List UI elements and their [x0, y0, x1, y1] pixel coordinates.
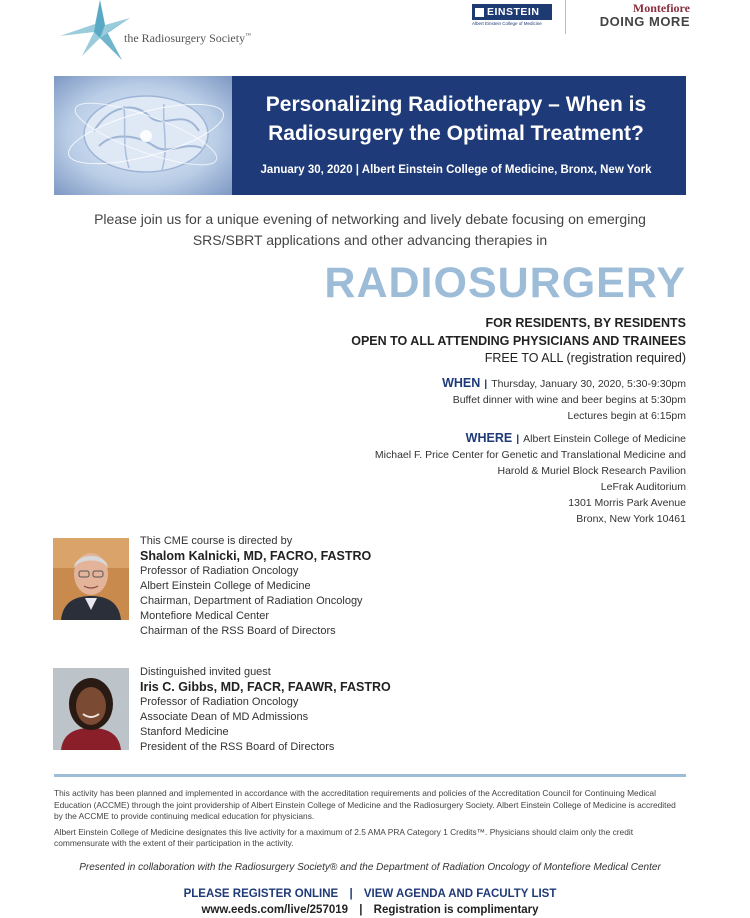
director-info: This CME course is directed by Shalom Kalnicki, MD, FACRO, FASTRO Professor of Radiation Oncology Albert Einstein College of Medicine Chairman, Department of Radiation Oncology Montefiore Medical Center Chairman of the RSS Board of Directors [140, 535, 372, 637]
when-label: WHEN [442, 376, 481, 390]
audience-block: FOR RESIDENTS, BY RESIDENTS OPEN TO ALL ATTENDING PHYSICIANS AND TRAINEES FREE TO ALL (registration required) [351, 316, 686, 365]
guest-name: Iris C. Gibbs, MD, FACR, FAAWR, FASTRO [140, 680, 391, 694]
register-online-link[interactable]: PLEASE REGISTER ONLINE [183, 888, 339, 900]
director-photo [53, 538, 129, 620]
montefiore-logo: Montefiore DOING MORE [599, 1, 690, 29]
event-title: Personalizing Radiotherapy – When is Radiosurgery the Optimal Treatment? [265, 93, 647, 145]
agenda-link[interactable]: VIEW AGENDA AND FACULTY LIST [363, 888, 557, 900]
collaboration-note: Presented in collaboration with the Radiosurgery Society® and the Department of Radiation Oncology of Montefiore Medical Center [79, 862, 661, 873]
event-details: WHEN | Thursday, January 30, 2020, 5:30-9:30pm Buffet dinner with wine and beer begins at 5:30pm Lectures begin at 6:15pm WHERE | Albert Einstein College of Medicine Michael F. Price Center for Genetic and Translational Medicine and Harold & Muriel Block Research Pavilion LeFrak Auditorium 1301 Morris Park Avenue Bronx, New York 10461 [374, 376, 686, 525]
einstein-logo: EINSTEIN Albert Einstein College of Medicine [472, 4, 552, 26]
society-name: the Radiosurgery Society™ [124, 31, 251, 45]
guest-photo [53, 668, 129, 750]
divider-rule [54, 774, 686, 777]
register-block: PLEASE REGISTER ONLINE | VIEW AGENDA AND FACULTY LIST www.eeds.com/live/257019 | Registration is complimentary [183, 888, 557, 916]
guest-info: Distinguished invited guest Iris C. Gibbs, MD, FACR, FAAWR, FASTRO Professor of Radiation Oncology Associate Dean of MD Admissions Stanford Medicine President of the RSS Board of Directors [140, 666, 391, 753]
accreditation-text: This activity has been planned and implemented in accordance with the accreditation requirements and policies of the Accreditation Council for Continuing Medical Education (ACCME) through the joint providership of Albert Einstein College of Medicine and the Radiosurgery Society. Albert Einstein College of Medicine is accredited by the ACCME to provide continuing medical education for physicians. Albert Einstein College of Medicine designates this live activity for a maximum of 2.5 AMA PRA Category 1 Credits™. Physicians should claim only the credit commensurate with the extent of their participation in the activity. [54, 788, 676, 848]
intro-text: Please join us for a unique evening of networking and lively debate focusing on emerging SRS/SBRT applications and other advancing therapies in [94, 211, 646, 248]
registration-url[interactable]: www.eeds.com/live/257019 [201, 904, 349, 916]
header-divider [565, 0, 566, 34]
brain-image [54, 76, 232, 195]
director-name: Shalom Kalnicki, MD, FACRO, FASTRO [140, 549, 372, 563]
radiosurgery-heading: RADIOSURGERY [324, 259, 686, 307]
event-date-location: January 30, 2020 | Albert Einstein College of Medicine, Bronx, New York [260, 164, 652, 176]
where-label: WHERE [465, 431, 513, 445]
event-banner [54, 76, 686, 195]
